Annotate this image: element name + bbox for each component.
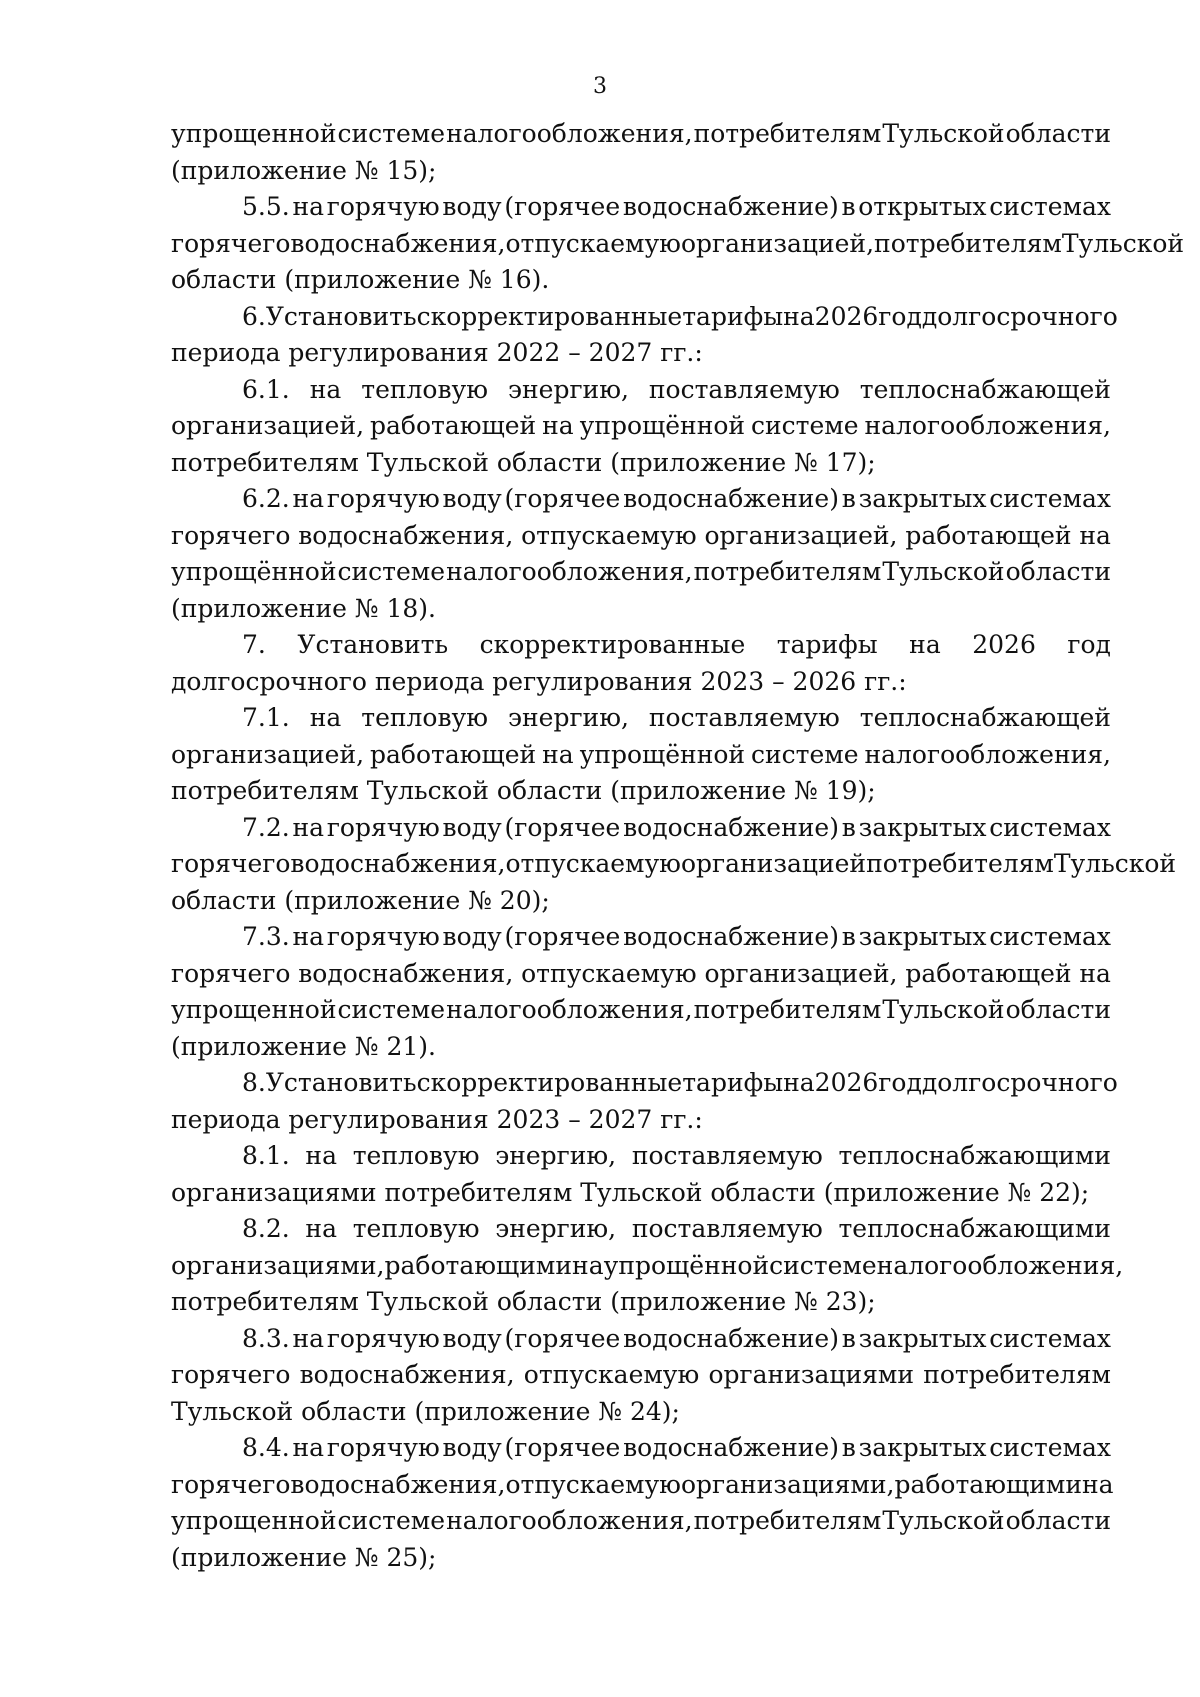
word: 8.1. xyxy=(242,1141,290,1170)
word: системе xyxy=(337,119,446,148)
word: налогообложения, xyxy=(864,411,1111,440)
word: на xyxy=(292,484,325,513)
text-line xyxy=(171,1248,1124,1285)
word: 8.3. xyxy=(242,1323,290,1353)
word: упрощённой xyxy=(603,1250,770,1280)
word: на xyxy=(572,1250,604,1280)
word: на xyxy=(1079,958,1111,988)
word: системе xyxy=(751,411,859,440)
word: тарифы xyxy=(776,630,878,659)
word: Тульской xyxy=(882,557,1005,586)
word: энергию, xyxy=(495,1141,617,1170)
word: горячего xyxy=(171,849,291,878)
word: на xyxy=(542,739,574,769)
word: потребителям xyxy=(693,995,882,1024)
text-line xyxy=(171,1138,1111,1175)
word: поставляемую xyxy=(648,703,840,732)
text-line: организациями потребителям Тульской области (приложение № 22); xyxy=(171,1177,1090,1207)
word: потребителям xyxy=(923,1360,1111,1389)
text-line: долгосрочного периода регулирования 2023 – 2026 гг.: xyxy=(171,666,907,696)
word: отпускаемую xyxy=(505,1469,681,1499)
word: области xyxy=(1005,995,1111,1024)
text-line xyxy=(171,408,1111,445)
text-line xyxy=(171,846,1177,883)
word: в xyxy=(841,922,856,951)
word: горячую xyxy=(326,484,440,513)
text-line xyxy=(171,518,1111,555)
word: воду xyxy=(442,484,502,513)
word: теплоснабжающими xyxy=(838,1214,1111,1243)
word: Установить xyxy=(265,1068,417,1097)
word: Установить xyxy=(297,630,449,659)
word: упрощённой xyxy=(579,411,746,440)
word: организацией, xyxy=(704,958,898,988)
word: организациями, xyxy=(680,1469,895,1499)
word: на xyxy=(292,922,325,951)
word: тепловую xyxy=(361,374,489,404)
text-line: (приложение № 18). xyxy=(171,593,436,623)
word: налогообложения, xyxy=(864,739,1111,769)
word: 6.2. xyxy=(242,484,290,513)
word: (горячее xyxy=(504,1323,621,1353)
word: водоснабжения, xyxy=(290,228,506,258)
word: на xyxy=(292,812,325,842)
word: 8. xyxy=(242,1068,266,1097)
word: системе xyxy=(337,995,446,1024)
word: 7.3. xyxy=(242,922,290,951)
word: (горячее xyxy=(504,812,621,842)
word: тарифы xyxy=(682,1068,784,1097)
word: водоснабжения, xyxy=(299,1360,515,1389)
word: горячую xyxy=(326,812,440,842)
text-line: области (приложение № 16). xyxy=(171,265,550,294)
word: теплоснабжающей xyxy=(859,374,1111,404)
word: на xyxy=(305,1214,337,1243)
word: Тульской xyxy=(1061,228,1185,258)
word: системах xyxy=(989,1323,1111,1353)
word: горячего xyxy=(171,1469,291,1499)
word: отпускаемую xyxy=(505,228,681,258)
text-line: Тульской области (приложение № 24); xyxy=(171,1396,680,1426)
word: в xyxy=(841,1433,856,1462)
word: области xyxy=(1005,557,1111,586)
word: Тульской xyxy=(882,995,1005,1024)
text-line xyxy=(171,956,1111,993)
word: области xyxy=(1005,1506,1111,1535)
word: на xyxy=(542,411,574,440)
word: Тульской xyxy=(882,1506,1005,1535)
word: 7.2. xyxy=(242,812,290,842)
text-line xyxy=(171,1503,1111,1540)
word: на xyxy=(292,192,325,221)
word: отпускаемую xyxy=(505,849,681,878)
word: горячего xyxy=(171,958,291,988)
word: энергию, xyxy=(507,374,629,404)
word: на xyxy=(292,1433,325,1462)
word: 5.5. xyxy=(242,192,290,221)
word: закрытых xyxy=(858,922,987,951)
word: работающей xyxy=(369,411,537,440)
word: закрытых xyxy=(858,1323,987,1353)
word: системах xyxy=(989,922,1111,951)
word: энергию, xyxy=(507,703,629,732)
word: горячую xyxy=(326,922,440,951)
text-line: периода регулирования 2023 – 2027 гг.: xyxy=(171,1104,703,1134)
word: водоснабжения, xyxy=(298,520,514,550)
word: Установить xyxy=(265,301,417,331)
word: 2026 xyxy=(814,301,879,331)
word: (горячее xyxy=(504,192,621,221)
text-line: (приложение № 25); xyxy=(171,1542,437,1572)
text-line: области (приложение № 20); xyxy=(171,885,550,915)
word: на xyxy=(309,703,342,732)
word: отпускаемую xyxy=(521,958,697,988)
word: в xyxy=(841,1323,856,1353)
word: поставляемую xyxy=(631,1214,823,1243)
word: горячего xyxy=(171,520,291,550)
word: работающей xyxy=(905,520,1072,550)
word: на xyxy=(1081,1469,1114,1499)
word: системе xyxy=(337,1506,446,1535)
word: организациями xyxy=(708,1360,915,1389)
word: 2026 xyxy=(814,1068,879,1097)
word: скорректированные xyxy=(416,1068,683,1097)
word: на xyxy=(309,374,342,404)
word: воду xyxy=(442,922,502,951)
word: водоснабжение) xyxy=(623,1433,839,1462)
text-line xyxy=(171,700,1111,737)
text-line xyxy=(171,1065,1118,1102)
word: теплоснабжающими xyxy=(838,1141,1111,1170)
word: организацией, xyxy=(680,228,875,258)
word: воду xyxy=(442,1433,502,1462)
document-body xyxy=(171,116,1185,1576)
word: тарифы xyxy=(682,301,784,331)
word: поставляемую xyxy=(631,1141,823,1170)
word: упрощённой xyxy=(579,739,746,769)
word: в xyxy=(841,484,856,513)
word: долгосрочного xyxy=(921,1068,1118,1097)
word: закрытых xyxy=(858,812,987,842)
text-line: потребителям Тульской области (приложение № 23); xyxy=(171,1287,876,1316)
word: налогообложения, xyxy=(446,557,693,586)
word: водоснабжения, xyxy=(290,1469,506,1499)
text-line: (приложение № 21). xyxy=(171,1031,436,1061)
word: системе xyxy=(337,557,446,586)
word: долгосрочного xyxy=(921,301,1118,331)
word: работающей xyxy=(369,739,537,769)
word: потребителям xyxy=(693,119,882,148)
word: на xyxy=(783,301,815,331)
word: 8.2. xyxy=(242,1214,290,1243)
word: горячую xyxy=(326,192,440,221)
text-line xyxy=(171,1467,1114,1504)
text-line xyxy=(171,810,1111,847)
word: системе xyxy=(751,739,859,769)
word: водоснабжение) xyxy=(623,812,839,842)
word: теплоснабжающей xyxy=(859,703,1111,732)
word: водоснабжение) xyxy=(623,1323,839,1353)
word: горячего xyxy=(171,1360,291,1389)
word: упрощённой xyxy=(171,557,337,586)
word: организацией, xyxy=(171,411,365,440)
word: на xyxy=(909,630,941,659)
word: системах xyxy=(989,812,1111,842)
word: организацией xyxy=(680,849,867,878)
word: водоснабжение) xyxy=(623,484,839,513)
text-line xyxy=(171,554,1111,591)
text-line xyxy=(171,226,1185,263)
word: (горячее xyxy=(504,922,621,951)
word: отпускаемую xyxy=(523,1360,700,1389)
word: 6.1. xyxy=(242,374,290,404)
text-line xyxy=(171,1211,1111,1248)
word: отпускаемую xyxy=(521,520,697,550)
word: воду xyxy=(442,1323,502,1353)
word: год xyxy=(878,1068,922,1097)
word: поставляемую xyxy=(648,374,840,404)
word: скорректированные xyxy=(416,301,683,331)
word: налогообложения, xyxy=(876,1250,1124,1280)
word: организациями, xyxy=(171,1250,385,1280)
word: налогообложения, xyxy=(446,995,693,1024)
word: горячую xyxy=(326,1323,440,1353)
text-line: периода регулирования 2022 – 2027 гг.: xyxy=(171,338,703,367)
word: тепловую xyxy=(352,1141,480,1170)
word: области xyxy=(1005,119,1111,148)
word: в xyxy=(841,812,856,842)
page-number: 3 xyxy=(593,74,607,99)
word: в xyxy=(841,192,856,221)
word: на xyxy=(783,1068,815,1097)
word: упрощенной xyxy=(171,119,337,148)
word: работающими xyxy=(384,1250,573,1280)
word: 6. xyxy=(242,301,266,331)
text-line xyxy=(171,116,1111,153)
word: закрытых xyxy=(858,1433,987,1462)
word: системе xyxy=(769,1250,877,1280)
word: системах xyxy=(989,484,1111,513)
text-line: (приложение № 15); xyxy=(171,155,437,185)
word: (горячее xyxy=(504,1433,621,1462)
text-line xyxy=(171,992,1111,1029)
word: работающей xyxy=(905,958,1072,988)
word: работающими xyxy=(894,1469,1082,1499)
word: тепловую xyxy=(352,1214,480,1243)
text-line: потребителям Тульской области (приложение № 17); xyxy=(171,447,876,477)
word: организацией, xyxy=(704,520,898,550)
word: горячего xyxy=(171,228,291,258)
text-line xyxy=(171,627,1111,664)
word: 2026 xyxy=(972,630,1036,659)
text-line xyxy=(171,1357,1111,1394)
word: Тульской xyxy=(1053,849,1177,878)
word: упрощенной xyxy=(171,995,337,1024)
word: 7. xyxy=(242,630,266,659)
text-line xyxy=(171,737,1111,774)
word: тепловую xyxy=(361,703,489,732)
word: потребителям xyxy=(866,849,1054,878)
text-line xyxy=(171,919,1111,956)
word: организацией, xyxy=(171,739,365,769)
word: на xyxy=(305,1141,337,1170)
text-line xyxy=(171,299,1118,336)
word: энергию, xyxy=(495,1214,617,1243)
word: потребителям xyxy=(693,557,882,586)
word: закрытых xyxy=(858,484,987,513)
text-line xyxy=(171,189,1111,226)
word: потребителям xyxy=(693,1506,882,1535)
word: год xyxy=(878,301,922,331)
word: открытых xyxy=(858,192,987,221)
word: горячую xyxy=(326,1433,440,1462)
text-line xyxy=(171,1430,1111,1467)
word: год xyxy=(1067,630,1111,659)
word: воду xyxy=(442,812,502,842)
word: водоснабжения, xyxy=(290,849,506,878)
text-line xyxy=(171,1321,1111,1358)
word: 8.4. xyxy=(242,1433,290,1462)
text-line xyxy=(171,481,1111,518)
word: упрощенной xyxy=(171,1506,337,1535)
word: воду xyxy=(442,192,502,221)
word: налогообложения, xyxy=(446,119,693,148)
word: (горячее xyxy=(504,484,621,513)
text-line: потребителям Тульской области (приложение № 19); xyxy=(171,776,876,805)
word: водоснабжения, xyxy=(298,958,514,988)
word: водоснабжение) xyxy=(622,192,839,221)
word: системах xyxy=(989,1433,1111,1462)
word: скорректированные xyxy=(479,630,746,659)
word: на xyxy=(292,1323,325,1353)
word: на xyxy=(1079,520,1111,550)
word: системах xyxy=(989,192,1111,221)
word: потребителям xyxy=(874,228,1062,258)
word: Тульской xyxy=(882,119,1005,148)
word: водоснабжение) xyxy=(623,922,839,951)
word: налогообложения, xyxy=(446,1506,693,1535)
word: 7.1. xyxy=(242,703,290,732)
text-line xyxy=(171,372,1111,409)
